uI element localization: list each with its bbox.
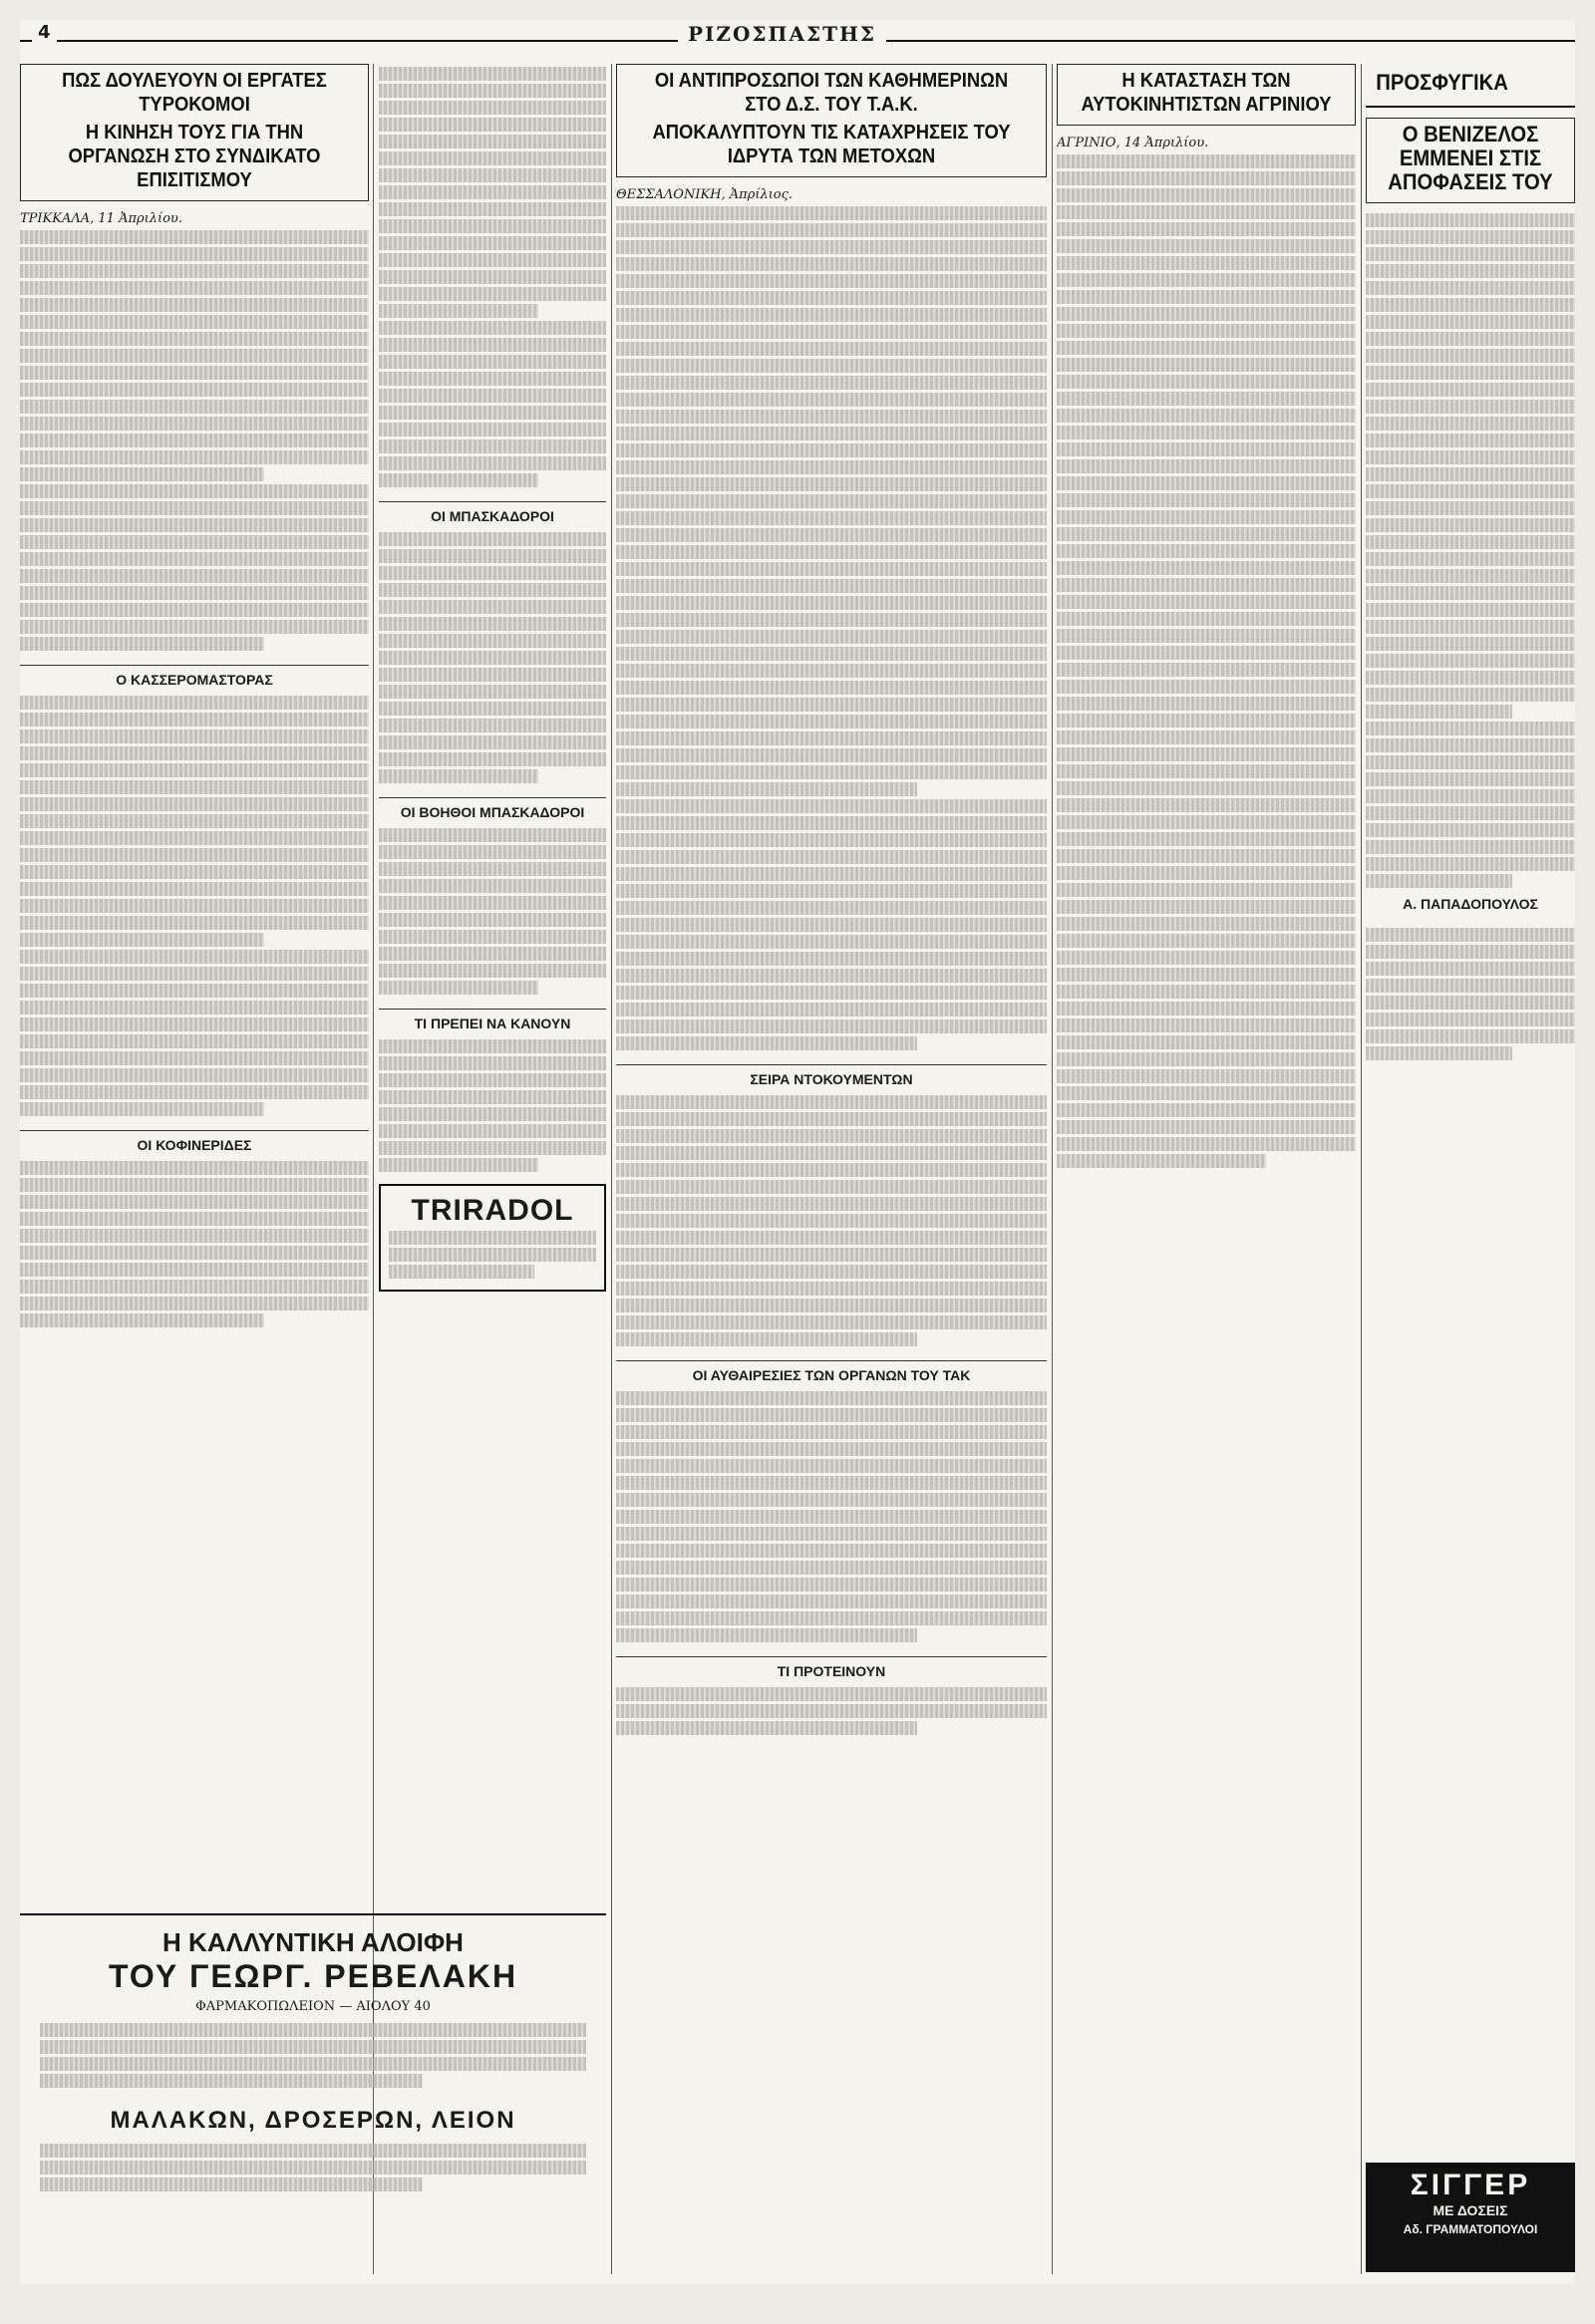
- illegible-body: [616, 1391, 1047, 1642]
- page-number: 4: [32, 22, 57, 43]
- ad-pharmacy-title-2: ΤΟΥ ΓΕΩΡΓ. ΡΕΒΕΛΑΚΗ: [108, 1958, 518, 1994]
- headline-box: [616, 64, 1047, 177]
- section-voithoi-baskadoroi: ΟΙ ΒΟΗΘΟΙ ΜΠΑΣΚΑΔΟΡΟΙ: [379, 797, 606, 820]
- illegible-body: [616, 206, 1047, 1050]
- illegible-body: [379, 828, 606, 995]
- ad-singer-line1: ΜΕ ΔΟΣΕΙΣ: [1433, 2202, 1508, 2218]
- section-documents: ΣΕΙΡΑ ΝΤΟΚΟΥΜΕΝΤΩΝ: [616, 1064, 1047, 1087]
- section-refugees: [1366, 64, 1575, 108]
- subheadline-fund: ΑΠΟΚΑΛΥΠΤΟΥΝ ΤΙΣ ΚΑΤΑΧΡΗΣΕΙΣ ΤΟΥ ΙΔΡΥΤΑ ΤΩΝ ΜΕΤΟΧΩΝ: [652, 122, 1011, 167]
- signature-papadopoulos: Α. ΠΑΠΑΔΟΠΟΥΛΟΣ: [1403, 896, 1538, 912]
- dateline-agrinio: ΑΓΡΙΝΙΟ, 14 Ἀπριλίου.: [1057, 136, 1209, 150]
- ad-pharmacy-title-1: Η ΚΑΛΛΥΝΤΙΚΗ ΑΛΟΙΦΗ: [162, 1927, 464, 1957]
- section-kofinerides: ΟΙ ΚΟΦΙΝΕΡΙΔΕΣ: [20, 1130, 369, 1153]
- illegible-body: [20, 1161, 369, 1327]
- headline-fund: ΟΙ ΑΝΤΙΠΡΟΣΩΠΟΙ ΤΩΝ ΚΑΘΗΜΕΡΙΝΩΝ ΣΤΟ Δ.Σ. ΤΟΥ Τ.Α.Κ.: [654, 70, 1009, 116]
- illegible-body: [616, 1095, 1047, 1346]
- headline-box: [20, 64, 369, 201]
- ad-pharmacy-subtitle: ΦΑΡΜΑΚΟΠΩΛΕΙΟΝ — ΑΙΟΛΟΥ 40: [195, 1999, 431, 2014]
- illegible-body: [379, 1039, 606, 1172]
- illegible-body: [1366, 928, 1575, 1060]
- illegible-body: [20, 230, 369, 651]
- ad-pharmacy: [20, 1913, 606, 2200]
- ad-singer-title: ΣΙΓΓΕΡ: [1410, 2169, 1531, 2201]
- ad-singer-line2: Αδ. ΓΡΑΜΜΑΤΟΠΟΥΛΟΙ: [1403, 2222, 1538, 2236]
- section-arbitrariness: ΟΙ ΑΥΘΑΙΡΕΣΙΕΣ ΤΩΝ ΟΡΓΑΝΩΝ ΤΟΥ ΤΑΚ: [616, 1360, 1047, 1383]
- section-what-to-do: ΤΙ ΠΡΕΠΕΙ ΝΑ ΚΑΝΟΥΝ: [379, 1009, 606, 1031]
- newspaper-page: [20, 20, 1575, 2284]
- ad-singer: [1366, 2163, 1575, 2272]
- ad-triradol: [379, 1184, 606, 1292]
- illegible-body: [20, 696, 369, 1116]
- illegible-body: [379, 532, 606, 783]
- illegible-body: [616, 1687, 1047, 1735]
- ad-pharmacy-slogan: ΜΑΛΑΚΩΝ, ΔΡΟΣΕΡΩΝ, ΛΕΙΟΝ: [110, 2107, 516, 2134]
- subheadline-tobacco: Η ΚΙΝΗΣΗ ΤΟΥΣ ΓΙΑ ΤΗΝ ΟΡΓΑΝΩΣΗ ΣΤΟ ΣΥΝΔΙΚΑΤΟ ΕΠΙΣΙΤΙΣΜΟΥ: [68, 122, 321, 191]
- headline-tobacco: ΠΩΣ ΔΟΥΛΕΥΟΥΝ ΟΙ ΕΡΓΑΤΕΣ ΤΥΡΟΚΟΜΟΙ: [62, 70, 327, 116]
- section-refugees-label: ΠΡΟΣΦΥΓΙΚΑ: [1376, 70, 1508, 95]
- column-refugees: [1366, 64, 1575, 2274]
- dateline-thessaloniki: ΘΕΣΣΑΛΟΝΙΚΗ, Ἀπρίλιος.: [616, 187, 794, 202]
- newspaper-name: ΡΙΖΟΣΠΑΣΤΗΣ: [678, 22, 886, 46]
- headline-box: [1057, 64, 1356, 126]
- masthead: [20, 20, 1575, 54]
- illegible-body: [1057, 154, 1356, 1168]
- headline-box: [1366, 118, 1575, 203]
- column-drivers: [1057, 64, 1356, 2274]
- illegible-body: [1366, 213, 1575, 888]
- dateline-trikala: ΤΡΙΚΚΑΛΑ, 11 Ἀπριλίου.: [20, 211, 182, 226]
- headline-drivers: Η ΚΑΤΑΣΤΑΣΗ ΤΩΝ ΑΥΤΟΚΙΝΗΤΙΣΤΩΝ ΑΓΡΙΝΙΟΥ: [1081, 70, 1332, 116]
- headline-venizelos: Ο ΒΕΝΙΖΕΛΟΣ ΕΜΜΕΝΕΙ ΣΤΙΣ ΑΠΟΦΑΣΕΙΣ ΤΟΥ: [1388, 122, 1553, 194]
- ad-triradol-title: TRIRADOL: [411, 1194, 574, 1227]
- column-fund: [616, 64, 1047, 2274]
- section-proposals: ΤΙ ΠΡΟΤΕΙΝΟΥΝ: [616, 1656, 1047, 1679]
- section-baskadoroi: ΟΙ ΜΠΑΣΚΑΔΟΡΟΙ: [379, 501, 606, 524]
- illegible-body: [379, 67, 606, 487]
- section-kasseromastoras: Ο ΚΑΣΣΕΡΟΜΑΣΤΟΡΑΣ: [20, 665, 369, 688]
